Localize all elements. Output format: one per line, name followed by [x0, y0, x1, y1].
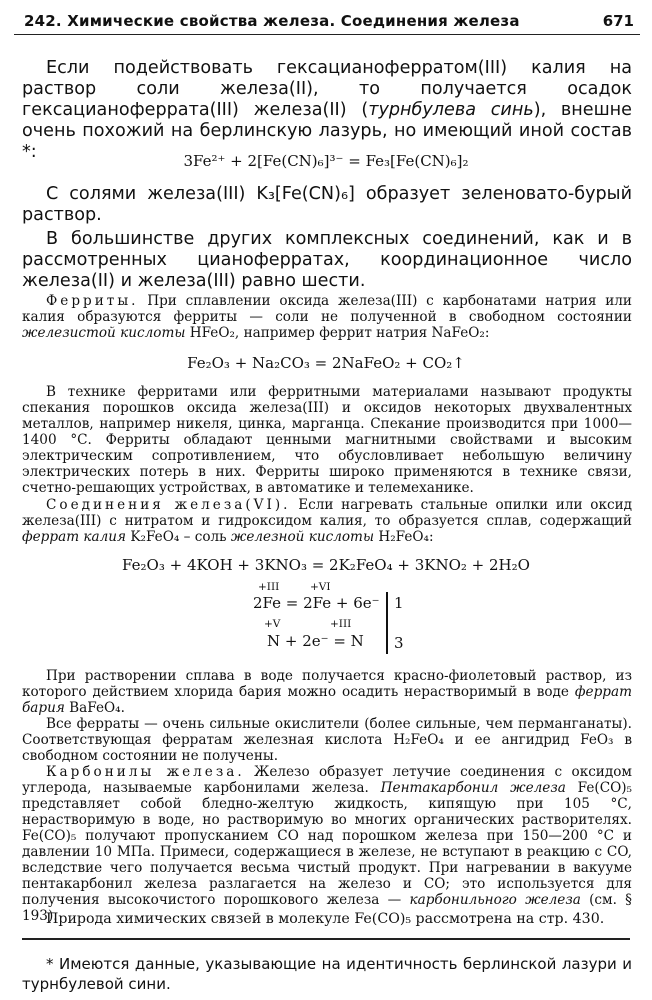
intro-paragraph-3: В большинстве других комплексных соединений, как и в рассмотренных цианоферратах, координационное число железа(II) и железа(III) равно шести. [22, 229, 632, 291]
iron-vi-paragraph: Соединения железа(VI). Если нагревать стальные опилки или оксид железа(III) с нитратом и гидроксидом калия, то образуется сплав, содержащий феррат калия K₂FeO₄ – соль железной кислоты H₂FeO₄: [22, 497, 633, 545]
page-number: 671 [602, 12, 634, 30]
intro-paragraph-2: С солями железа(III) K₃[Fe(CN)₆] образует зеленовато-бурый раствор. [22, 184, 632, 225]
electron-balance-fe: 2Fe = 2Fe + 6e⁻ [253, 594, 380, 612]
equation-ferrate-synthesis: Fe₂O₃ + 4KOH + 3KNO₃ = 2K₂FeO₄ + 3KNO₂ + 2H₂O [122, 556, 530, 574]
oxidation-state-fe-right: +VI [310, 581, 331, 593]
iron-vi-heading: Соединения железа(VI). [46, 497, 291, 513]
ferrates-oxidizers-paragraph: Все ферраты — очень сильные окислители (более сильные, чем перманганаты). Соответствующая ферратам железная кислота H₂FeO₄ и ее ангидрид FeO₃ в свободном состоянии не получены. [22, 716, 632, 764]
intro-paragraph-1: Если подействовать гексацианоферратом(III) калия на раствор соли железа(II), то получается осадок гексацианоферрата(III) железа(II) (турнбулева синь), внешне очень похожий на берлинскую лазурь, но имеющий иной состав *: [22, 58, 633, 162]
carbonyls-paragraph: Карбонилы железа. Железо образует летучие соединения с оксидом углерода, называемые карбонилами железа. Пентакарбонил железа Fe(CO)₅ представляет собой бледно-желтую жидкость, кипящую при 105 °С, нерастворимую в воде, но растворимую во многих органических растворителях. Fe(CO)₅ получают пропусканием CO над порошком железа при 150—200 °С и давлении 10 МПа. Примеси, содержащиеся в железе, не вступают в реакцию с CO, вследствие чего получается весьма чистый продукт. При нагревании в вакууме пентакарбонил железа разлагается на железо и CO; это используется для получения высокочистого порошкового железа — карбонильного железа (см. § 193). [22, 764, 633, 924]
oxidation-state-fe-left: +III [258, 581, 280, 593]
equation-ferrite: Fe₂O₃ + Na₂CO₃ = 2NaFeO₂ + CO₂↑ [187, 354, 465, 372]
electron-balance-bracket [386, 592, 388, 654]
oxidation-state-n-left: +V [264, 618, 281, 630]
equation-turnbull-blue: 3Fe²⁺ + 2[Fe(CN)₆]³⁻ = Fe₃[Fe(CN)₆]₂ [183, 152, 469, 170]
coefficient-n: 3 [394, 634, 404, 652]
oxidation-state-n-right: +III [330, 618, 352, 630]
electron-balance-n: N + 2e⁻ = N [267, 632, 364, 650]
footnote: * Имеются данные, указывающие на идентичность берлинской лазури и турнбулевой сини. [22, 955, 632, 993]
term-turnbull-blue: турнбулева синь [368, 100, 534, 120]
footnote-rule [22, 938, 630, 940]
coefficient-fe: 1 [394, 594, 404, 612]
ferrate-barium-paragraph: При растворении сплава в воде получается красно-фиолетовый раствор, из которого действием хлорида бария можно осадить нерастворимый в воде феррат бария BaFeO₄. [22, 668, 632, 716]
carbonyls-heading: Карбонилы железа. [46, 764, 245, 780]
page-header [14, 8, 640, 35]
ferrites-technical-paragraph: В технике ферритами или ферритными материалами называют продукты спекания порошков оксида железа(III) и оксидов некоторых двухвалентных металлов, например никеля, цинка, марганца. Спекание производится при 1000—1400 °С. Ферриты обладают ценными магнитными свойствами и высоким электрическим сопротивлением, что обусловливает небольшую величину электрических потерь в них. Ферриты широко применяются в технике связи, счетно-решающих устройствах, в автоматике и телемеханике. [22, 384, 632, 496]
ferrites-heading: Ферриты. [46, 293, 139, 309]
running-title: 242. Химические свойства железа. Соединения железа [24, 12, 520, 30]
ferrites-paragraph: Ферриты. При сплавлении оксида железа(III) с карбонатами натрия или калия образуются ферриты — соли не полученной в свободном состоянии железистой кислоты HFeO₂, например феррит натрия NaFeO₂: [22, 293, 632, 341]
carbonyl-bonding-paragraph: Природа химических связей в молекуле Fe(CO)₅ рассмотрена на стр. 430. [46, 911, 605, 927]
